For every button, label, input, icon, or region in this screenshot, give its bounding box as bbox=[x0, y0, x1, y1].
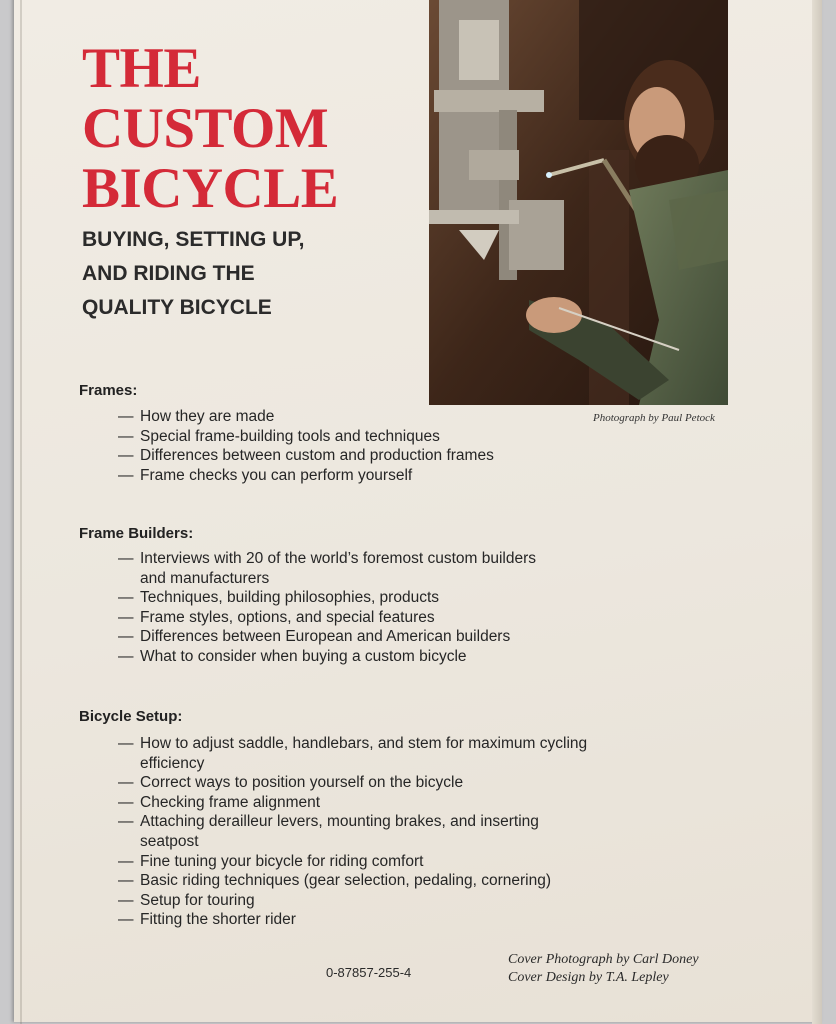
list-item bbox=[118, 793, 587, 813]
list-item bbox=[118, 773, 587, 793]
subtitle-line-1: BUYING, SETTING UP, bbox=[82, 228, 305, 251]
section-list-bicycle-setup bbox=[118, 734, 587, 930]
page-edge bbox=[812, 0, 822, 1024]
list-item-text: Frame checks you can perform yourself bbox=[140, 466, 413, 484]
list-item bbox=[118, 647, 536, 667]
list-item-text: Frame styles, options, and special features bbox=[140, 608, 435, 626]
isbn-number: 0-87857-255-4 bbox=[326, 965, 412, 980]
list-item bbox=[118, 549, 536, 588]
list-item-text: Attaching derailleur levers, mounting brakes, and inserting bbox=[140, 813, 539, 831]
cover-photo-credit: Cover Photograph by Carl Doney bbox=[508, 952, 699, 967]
list-item-text-continued: efficiency bbox=[140, 754, 205, 772]
frame-builder-photo bbox=[429, 0, 728, 405]
list-item-text: How to adjust saddle, handlebars, and stem for maximum cycling bbox=[140, 735, 588, 752]
title-line-2: CUSTOM bbox=[82, 97, 329, 160]
list-item-text-continued: and manufacturers bbox=[140, 569, 270, 587]
section-heading-frames: Frames: bbox=[79, 382, 138, 399]
list-item bbox=[118, 734, 587, 773]
list-item bbox=[118, 588, 536, 608]
list-item bbox=[118, 427, 494, 447]
section-list-frame-builders bbox=[118, 549, 536, 667]
list-item-text: Techniques, building philosophies, products bbox=[140, 589, 440, 607]
list-item bbox=[118, 627, 536, 647]
list-item bbox=[118, 608, 536, 628]
list-item bbox=[118, 466, 494, 486]
list-item bbox=[118, 852, 587, 872]
list-item-text: Basic riding techniques (gear selection, pedaling, cornering) bbox=[140, 872, 551, 890]
subtitle-line-3: QUALITY BICYCLE bbox=[82, 296, 272, 319]
list-item-text: Special frame-building tools and techniques bbox=[140, 427, 440, 445]
section-heading-bicycle-setup: Bicycle Setup: bbox=[79, 708, 183, 725]
list-item-text: Differences between custom and production frames bbox=[140, 447, 494, 465]
list-item-text: Fitting the shorter rider bbox=[140, 911, 296, 929]
list-item bbox=[118, 812, 587, 851]
list-item-text: Correct ways to position yourself on the bicycle bbox=[140, 774, 464, 792]
list-item-text-continued: seatpost bbox=[140, 832, 199, 850]
section-heading-frame-builders: Frame Builders: bbox=[79, 525, 194, 542]
cover-crease bbox=[20, 0, 22, 1024]
list-item-text: How they are made bbox=[140, 408, 275, 425]
list-item bbox=[118, 446, 494, 466]
list-item bbox=[118, 910, 587, 930]
cover-design-credit: Cover Design by T.A. Lepley bbox=[508, 970, 669, 985]
list-item-text: Setup for touring bbox=[140, 891, 255, 909]
section-list-frames bbox=[118, 407, 494, 485]
list-item-text: Fine tuning your bicycle for riding comfort bbox=[140, 852, 424, 870]
photo-illustration bbox=[429, 0, 728, 405]
list-item-text: Checking frame alignment bbox=[140, 793, 321, 811]
title-line-3: BICYCLE bbox=[82, 157, 339, 220]
title-line-1: THE bbox=[82, 37, 201, 100]
list-item bbox=[118, 407, 494, 427]
list-item-text: Differences between European and American builders bbox=[140, 628, 511, 646]
list-item bbox=[118, 891, 587, 911]
list-item-text: Interviews with 20 of the world’s foremost custom builders bbox=[140, 550, 536, 567]
subtitle-line-2: AND RIDING THE bbox=[82, 262, 255, 285]
list-item-text: What to consider when buying a custom bicycle bbox=[140, 647, 467, 665]
list-item bbox=[118, 871, 587, 891]
photo-credit: Photograph by Paul Petock bbox=[593, 412, 715, 424]
